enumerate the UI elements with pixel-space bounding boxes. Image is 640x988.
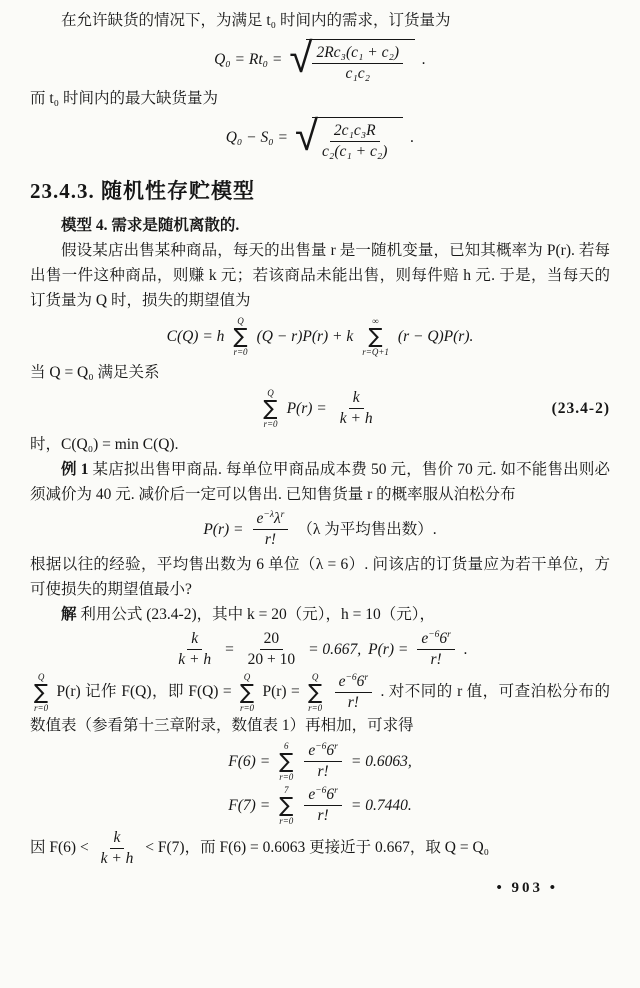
sigma-icon: ∑ bbox=[308, 680, 323, 704]
paragraph-model-description: 假设某店出售某种商品，每天的出售量 r 是一随机变量，已知其概率为 P(r). 若每出售一件这种商品，则赚 k 元；若该商品未能出售，则每件赔 h 元. 于是，当每天的订货量为 Q 时，损失的期望值为 bbox=[30, 242, 610, 309]
exponent: r bbox=[364, 673, 369, 683]
radicand bbox=[312, 117, 403, 161]
formula-ratio bbox=[30, 630, 610, 669]
exponent: −6 bbox=[345, 673, 357, 683]
formula-note: （λ 为平均售出数）. bbox=[297, 520, 437, 538]
fraction bbox=[417, 630, 455, 669]
sum-lower-limit: r=0 bbox=[279, 772, 294, 782]
fraction-numerator: 2c₁c₃R bbox=[330, 122, 380, 142]
formula-f6 bbox=[30, 741, 610, 782]
paragraph-minimum: 时，C(Q₀) = min C(Q). bbox=[30, 436, 179, 453]
summation bbox=[233, 316, 247, 357]
fraction-numerator: k bbox=[187, 630, 202, 650]
base-symbol: 6 bbox=[356, 673, 365, 690]
paragraph-max-shortage: 而 t₀ 时间内的最大缺货量为 bbox=[30, 90, 218, 107]
summation bbox=[240, 672, 254, 713]
result-value: = 0.6063, bbox=[350, 752, 412, 770]
fraction bbox=[174, 630, 215, 669]
sigma-icon: ∑ bbox=[368, 324, 383, 348]
fraction bbox=[97, 829, 138, 868]
sigma-icon: ∑ bbox=[279, 749, 294, 773]
solution-label: 解 bbox=[61, 606, 77, 623]
fraction bbox=[312, 44, 403, 83]
fraction-denominator: 20 + 10 bbox=[247, 651, 296, 668]
fraction-denominator: r! bbox=[264, 531, 277, 548]
equals-sign: = bbox=[224, 640, 235, 658]
formula-middle: P(r) = bbox=[286, 399, 327, 417]
fraction-numerator: 20 bbox=[260, 630, 284, 650]
sum-lower-limit: r=0 bbox=[263, 419, 278, 429]
sum-upper-limit: Q bbox=[267, 388, 274, 398]
formula-lhs: Q₀ − S₀ = bbox=[225, 128, 288, 146]
fraction bbox=[335, 673, 373, 712]
e-symbol: e bbox=[421, 630, 429, 647]
sum-upper-limit: Q bbox=[237, 316, 244, 326]
e-symbol: e bbox=[256, 510, 264, 527]
e-symbol: e bbox=[308, 786, 316, 803]
fraction-numerator bbox=[304, 742, 342, 762]
exponent: −6 bbox=[315, 742, 327, 752]
sum-upper-limit: Q bbox=[311, 672, 319, 682]
fraction-denominator: r! bbox=[317, 763, 329, 780]
model-text: 需求是随机离散的. bbox=[111, 217, 240, 234]
sigma-icon: ∑ bbox=[34, 680, 49, 704]
fraction-denominator: k + h bbox=[100, 850, 134, 867]
fraction-numerator: k bbox=[349, 389, 364, 409]
solution-line bbox=[30, 602, 610, 627]
text-run: P(r) = bbox=[262, 683, 300, 701]
exponent: −6 bbox=[315, 786, 327, 796]
fraction bbox=[304, 786, 342, 825]
paragraph-example-1 bbox=[30, 457, 610, 507]
exponent: −λ bbox=[263, 510, 274, 520]
fraction-numerator: k bbox=[110, 829, 125, 849]
formula-lhs: F(7) = bbox=[228, 796, 271, 814]
fraction-denominator: c₂(c₁ + c₂) bbox=[322, 143, 388, 160]
fraction-numerator bbox=[304, 786, 342, 806]
fraction-denominator: k + h bbox=[178, 651, 212, 668]
square-root bbox=[294, 111, 403, 161]
fraction-denominator: r! bbox=[317, 807, 329, 824]
example-label: 例 1 bbox=[61, 461, 89, 478]
paragraph-experience: 根据以往的经验，平均售出数为 6 单位（λ = 6）. 问该店的订货量应为若干单位，方可使损失的期望值最小? bbox=[30, 556, 610, 598]
equation-number: (23.4-2) bbox=[551, 399, 610, 417]
fraction-denominator: c₁c₂ bbox=[345, 65, 370, 82]
section-heading: 23.4.3. 随机性存贮模型 bbox=[30, 179, 255, 203]
base-symbol: 6 bbox=[326, 742, 335, 759]
solution-intro: 利用公式 (23.4-2)，其中 k = 20（元），h = 10（元）， bbox=[80, 606, 435, 623]
base-symbol: 6 bbox=[439, 630, 448, 647]
fraction-denominator: r! bbox=[347, 694, 359, 711]
text-run: P(r) 记作 F(Q)，即 F(Q) = bbox=[56, 683, 232, 701]
model-label: 模型 4. bbox=[61, 217, 108, 234]
fraction bbox=[253, 510, 289, 549]
formula-optimality-condition bbox=[30, 388, 610, 429]
sum-lower-limit: r=Q+1 bbox=[362, 347, 389, 357]
formula-max-shortage bbox=[30, 111, 610, 161]
sum-lower-limit: r=0 bbox=[34, 703, 49, 713]
sum-upper-limit: Q bbox=[37, 672, 45, 682]
result-value: = 0.667, bbox=[308, 640, 362, 658]
summation bbox=[34, 672, 48, 713]
formula-f7 bbox=[30, 785, 610, 826]
sum-upper-limit: ∞ bbox=[372, 316, 379, 326]
base-symbol: λ bbox=[273, 510, 281, 527]
sum-upper-limit: Q bbox=[243, 672, 251, 682]
sigma-icon: ∑ bbox=[239, 680, 255, 704]
exponent: −6 bbox=[428, 630, 440, 640]
model-line bbox=[30, 213, 610, 238]
paragraph-shortage-intro: 在允许缺货的情况下，为满足 t₀ 时间内的需求，订货量为 bbox=[61, 12, 451, 29]
sum-upper-limit: 7 bbox=[284, 785, 289, 795]
sum-lower-limit: r=0 bbox=[239, 703, 255, 713]
radical-sign-icon: √ bbox=[289, 33, 313, 82]
formula-lhs: F(6) = bbox=[228, 752, 271, 770]
formula-lhs: P(r) = bbox=[203, 520, 244, 538]
exponent: r bbox=[280, 510, 285, 520]
summation bbox=[279, 785, 293, 826]
sum-lower-limit: r=0 bbox=[279, 816, 294, 826]
fraction bbox=[304, 742, 342, 781]
formula-expected-loss bbox=[30, 316, 610, 357]
square-root bbox=[289, 33, 415, 83]
formula-poisson bbox=[30, 510, 610, 549]
fraction-numerator bbox=[253, 510, 289, 530]
formula-middle: (Q − r)P(r) + k bbox=[256, 327, 354, 345]
exponent: r bbox=[447, 630, 451, 640]
paragraph-conclusion bbox=[30, 829, 610, 868]
fraction bbox=[318, 122, 391, 161]
fraction-denominator: r! bbox=[430, 651, 442, 668]
summation bbox=[362, 316, 389, 357]
paragraph-condition: 当 Q = Q₀ 满足关系 bbox=[30, 364, 160, 381]
formula-period: . bbox=[410, 128, 415, 146]
fraction-numerator: 2Rc₃(c₁ + c₂) bbox=[312, 44, 403, 64]
paragraph-cumulative-sum bbox=[30, 672, 610, 738]
e-symbol: e bbox=[308, 742, 316, 759]
formula-lhs: Q₀ = Rt₀ = bbox=[214, 50, 283, 68]
formula-order-quantity bbox=[30, 33, 610, 83]
exponent: r bbox=[334, 786, 338, 796]
radical-sign-icon: √ bbox=[294, 111, 319, 160]
text-run: . 对不同的 r 值，可查泊松分布的数值表（参看第十三章附录，数值表 1）再相加，可求得 bbox=[30, 683, 611, 734]
sigma-icon: ∑ bbox=[233, 324, 248, 348]
exponent: r bbox=[334, 742, 338, 752]
e-symbol: e bbox=[338, 673, 346, 690]
fraction bbox=[244, 630, 300, 669]
formula-tail: (r − Q)P(r). bbox=[397, 327, 474, 345]
fraction-denominator: k + h bbox=[339, 410, 373, 427]
summation bbox=[263, 388, 277, 429]
formula-period: . bbox=[422, 50, 426, 68]
summation bbox=[308, 672, 322, 713]
example-text: 某店拟出售甲商品. 每单位甲商品成本费 50 元，售价 70 元. 如不能售出则必须减价为 40 元. 减价后一定可以售出. 已知售货量 r 的概率服从泊松分布 bbox=[30, 461, 610, 503]
fraction-numerator bbox=[417, 630, 455, 650]
summation bbox=[279, 741, 293, 782]
sigma-icon: ∑ bbox=[263, 396, 278, 420]
result-value: = 0.7440. bbox=[350, 796, 412, 814]
text-run: 因 F(6) < bbox=[30, 839, 89, 857]
sigma-icon: ∑ bbox=[279, 793, 294, 817]
radicand bbox=[306, 39, 415, 83]
page-number: • 903 • bbox=[496, 880, 558, 896]
fraction bbox=[336, 389, 377, 428]
text-run: < F(7)，而 F(6) = 0.6063 更接近于 0.667，取 Q = Q₀ bbox=[145, 839, 490, 857]
formula-middle: P(r) = bbox=[368, 640, 409, 658]
sum-lower-limit: r=0 bbox=[233, 347, 248, 357]
formula-period: . bbox=[463, 640, 468, 658]
sum-upper-limit: 6 bbox=[284, 741, 289, 751]
base-symbol: 6 bbox=[326, 786, 335, 803]
fraction-numerator bbox=[335, 673, 373, 693]
formula-lhs: C(Q) = h bbox=[166, 327, 225, 345]
sum-lower-limit: r=0 bbox=[308, 703, 323, 713]
